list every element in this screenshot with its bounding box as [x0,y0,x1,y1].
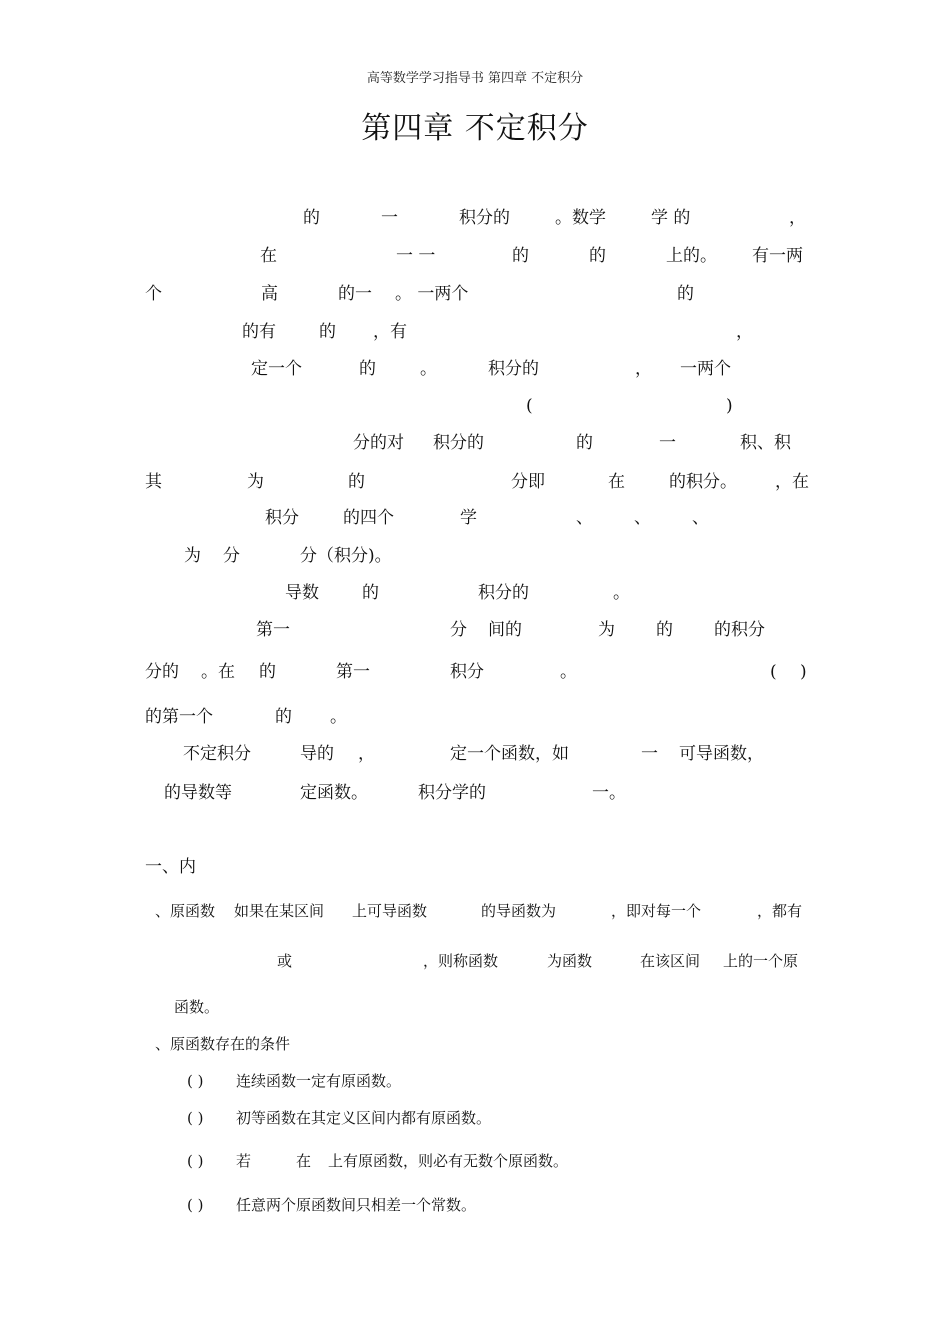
definition-text: 的导函数为 [481,902,557,920]
intro-text: 学 的 [651,208,691,228]
intro-text: 学 [460,508,477,528]
definition-text: 上可导函数 [352,902,428,920]
intro-text: 分即 [511,472,545,492]
intro-text: 导的 [300,744,334,764]
intro-text: 在 [608,472,625,492]
intro-text: 的有 [242,322,276,342]
intro-text: 的 [259,662,276,682]
definition-text: 上的一个原 [723,952,799,970]
intro-text: ，有 [373,322,407,342]
intro-text: ) [800,662,807,682]
intro-text: 的 [656,620,673,640]
intro-text: 积、积 [740,433,791,453]
intro-text: 的积分。 [669,472,737,492]
intro-text: 的 [319,322,336,342]
intro-text: 一。 [592,783,626,803]
condition-text: 任意两个原函数间只相差一个常数。 [236,1196,477,1214]
intro-text: 积分的 [459,208,510,228]
intro-text: 积分的 [488,359,539,379]
intro-text: 的 [512,246,529,266]
running-header: 高等数学学习指导书 第四章 不定积分 [366,71,584,86]
intro-text: 。 [330,707,347,727]
intro-text: 定一个 [251,359,302,379]
intro-text: 分 [223,546,240,566]
intro-text: 第一 [256,620,290,640]
intro-text: ， [635,359,652,379]
condition-text: 在 [296,1152,312,1170]
intro-text: 积分学的 [418,783,486,803]
intro-text: 分 [450,620,467,640]
chapter-title: 第四章 不定积分 [361,111,589,146]
conditions-title: 、原函数存在的条件 [155,1035,291,1053]
definition-text: 函数。 [174,998,220,1016]
intro-text: 。 [420,359,437,379]
intro-text: 的积分 [714,620,765,640]
intro-text: ( [526,396,533,416]
intro-text: 的导数等 [164,783,232,803]
intro-text: 的 [275,707,292,727]
definition-text: ，即对每一个 [611,902,702,920]
intro-text: 分的对 [353,433,404,453]
intro-text: 第一 [336,662,370,682]
intro-text: 在 [260,246,277,266]
intro-text: 。 [613,583,630,603]
condition-number: ( ) [187,1072,204,1090]
intro-text: 的 [348,472,365,492]
condition-number: ( ) [187,1109,204,1127]
intro-text: 的 [589,246,606,266]
condition-text: 上有原函数，则必有无数个原函数。 [328,1152,569,1170]
condition-number: ( ) [187,1196,204,1214]
intro-text: 积分 [450,662,484,682]
definition-text: 在该区间 [640,952,701,970]
intro-text: 为 [184,546,201,566]
intro-text: 积分的 [433,433,484,453]
intro-text: 积分的 [478,583,529,603]
definition-text: 、原函数 [155,902,216,920]
intro-text: 的第一个 [145,707,213,727]
intro-text: 的四个 [343,508,394,528]
intro-text: 个 [145,284,162,304]
intro-text: 分（积分)。 [300,546,392,566]
intro-text: ) [726,396,733,416]
intro-text: ，在 [775,472,809,492]
intro-text: 、 [634,508,651,528]
intro-text: ， [789,208,806,228]
section-heading: 一、内 [145,857,196,877]
intro-text: 其 [145,472,162,492]
intro-text: 一 [659,433,676,453]
intro-text: 高 [261,284,278,304]
intro-text: 可导函数， [679,744,764,764]
intro-text: 的 [362,583,379,603]
intro-text: 定一个函数，如 [450,744,569,764]
intro-text: 积分 [265,508,299,528]
intro-text: 的 [677,284,694,304]
intro-text: 。 一两个 [395,284,469,304]
definition-text: ，都有 [757,902,803,920]
intro-text: 、 [692,508,709,528]
intro-text: ， [358,744,375,764]
definition-text: ，则称函数 [423,952,499,970]
condition-text: 若 [236,1152,252,1170]
intro-text: 间的 [488,620,522,640]
intro-text: 上的。 [666,246,717,266]
condition-number: ( ) [187,1152,204,1170]
intro-text: 、 [576,508,593,528]
intro-text: 。数学 [555,208,606,228]
condition-text: 初等函数在其定义区间内都有原函数。 [236,1109,492,1127]
intro-text: 一 一 [396,246,436,266]
intro-text: 不定积分 [183,744,251,764]
intro-text: 定函数。 [300,783,368,803]
intro-text: 有一两 [752,246,803,266]
intro-text: 一 [641,744,658,764]
intro-text: 分的 [145,662,179,682]
intro-text: 导数 [285,583,319,603]
intro-text: 的 [576,433,593,453]
intro-text: 为 [247,472,264,492]
condition-text: 连续函数一定有原函数。 [236,1072,402,1090]
intro-text: 的 [303,208,320,228]
intro-text: 为 [598,620,615,640]
intro-text: 。在 [201,662,235,682]
intro-text: 一两个 [680,359,731,379]
definition-text: 或 [277,952,293,970]
definition-text: 如果在某区间 [234,902,325,920]
intro-text: ( [770,662,777,682]
intro-text: ， [736,322,753,342]
definition-text: 为函数 [547,952,593,970]
intro-text: 。 [560,662,577,682]
intro-text: 的一 [338,284,372,304]
intro-text: 的 [359,359,376,379]
intro-text: 一 [381,208,398,228]
